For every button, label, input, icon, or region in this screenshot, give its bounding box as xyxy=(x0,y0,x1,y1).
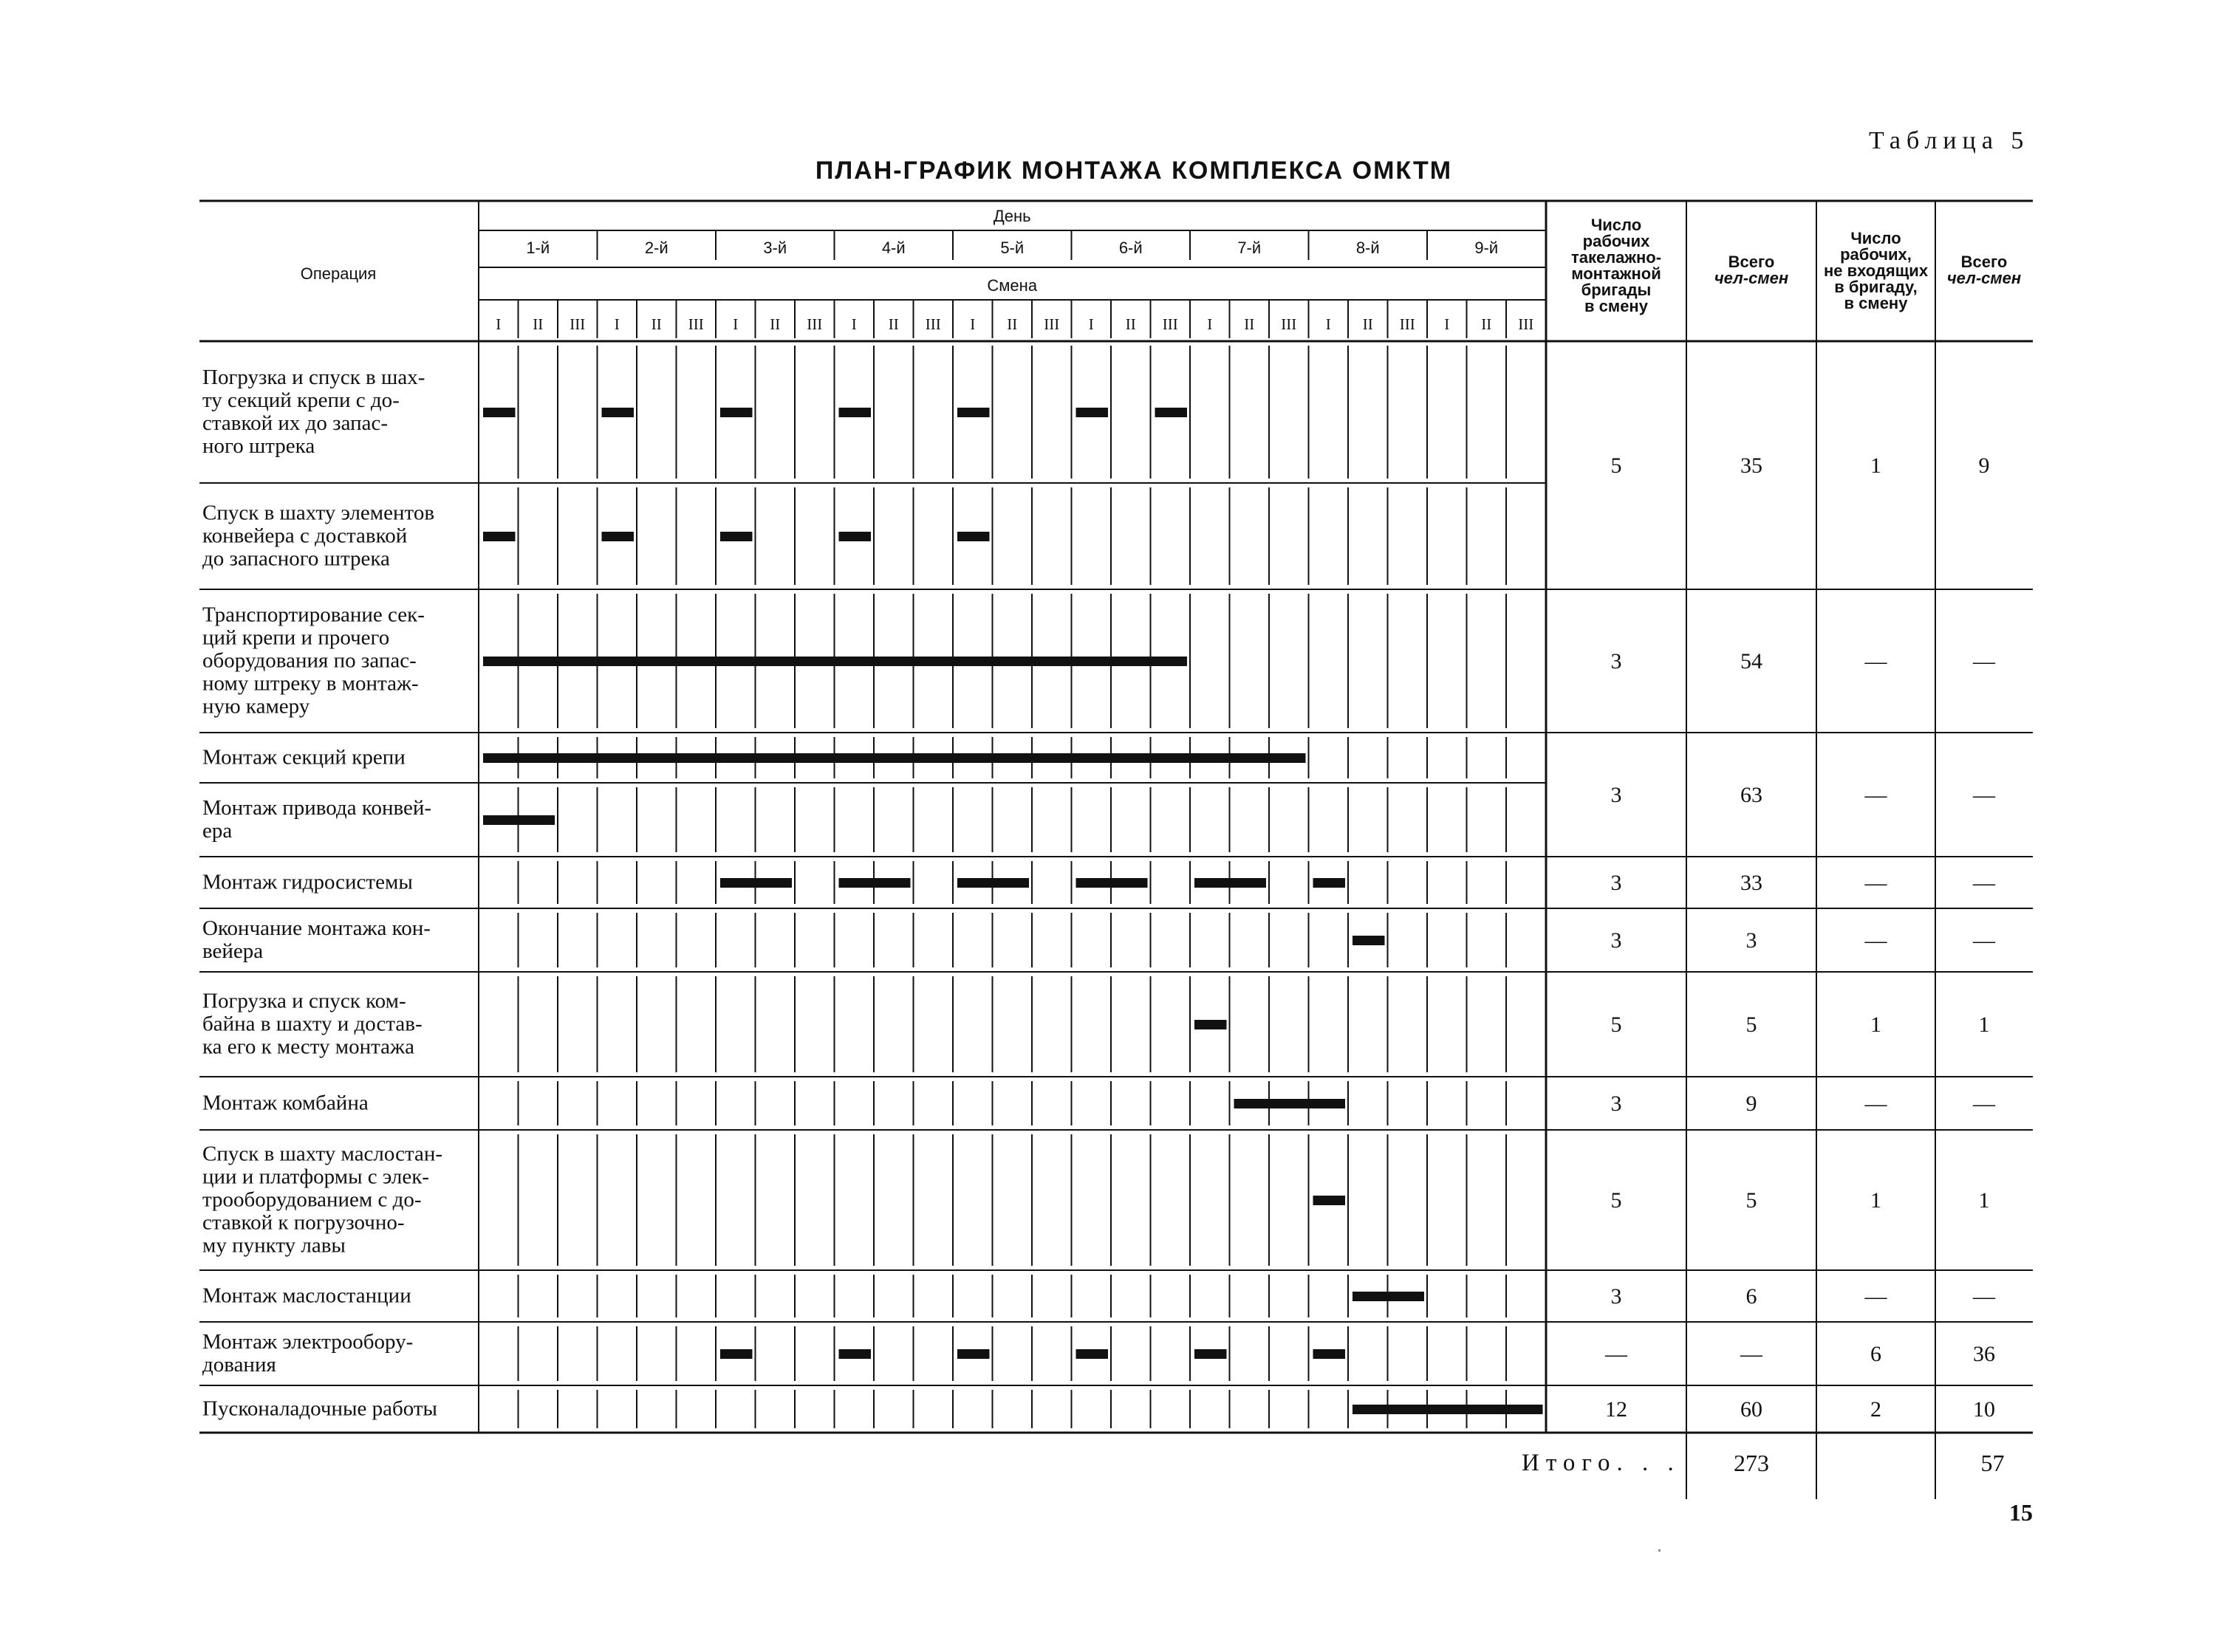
column-header-text: бригады xyxy=(1581,281,1652,299)
total-chel-smen: 273 xyxy=(1734,1450,1769,1476)
shift-label: III xyxy=(1162,315,1178,333)
schedule-bar xyxy=(1352,1292,1424,1301)
value-cell: 9 xyxy=(1745,1091,1757,1116)
value-cell: 5 xyxy=(1610,1188,1622,1213)
table-label: Таблица 5 xyxy=(1869,127,2030,154)
column-header-text: в бригаду, xyxy=(1834,278,1918,296)
schedule-bar xyxy=(1194,1020,1227,1029)
value-cell: — xyxy=(1864,783,1887,807)
value-cell: — xyxy=(1973,783,1995,807)
schedule-bar xyxy=(957,408,990,417)
day-label: 2-й xyxy=(644,239,668,257)
shift-label: II xyxy=(1481,315,1492,333)
operation-label: конвейера с доставкой xyxy=(202,524,408,548)
scan-speck xyxy=(1658,1549,1661,1552)
schedule-bar xyxy=(483,815,555,825)
schedule-bar xyxy=(957,1349,990,1359)
value-cell: 60 xyxy=(1740,1397,1762,1422)
shift-label: III xyxy=(807,315,823,333)
value-cell: 1 xyxy=(1870,1012,1881,1037)
operation-label: Монтаж гидросистемы xyxy=(202,870,413,894)
day-label: 6-й xyxy=(1118,239,1143,257)
schedule-bar xyxy=(720,532,753,541)
value-cell: 3 xyxy=(1610,871,1622,895)
value-cell: 9 xyxy=(1978,453,1990,478)
value-cell: 5 xyxy=(1745,1188,1757,1213)
column-header-text: не входящих xyxy=(1823,261,1929,280)
value-cell: 1 xyxy=(1870,1188,1881,1213)
shift-header: Смена xyxy=(987,276,1038,295)
value-cell: 5 xyxy=(1745,1012,1757,1037)
operation-label: Транспортирование сек- xyxy=(202,603,425,627)
shift-label: III xyxy=(1281,315,1297,333)
shift-label: II xyxy=(888,315,899,333)
operation-label: ставкой их до запас- xyxy=(202,411,388,435)
day-label: 7-й xyxy=(1237,239,1262,257)
operation-label: оборудования по запас- xyxy=(202,648,417,673)
operation-header: Операция xyxy=(300,264,377,283)
value-cell: — xyxy=(1973,1091,1995,1116)
column-header-text: в смену xyxy=(1844,294,1908,312)
value-cell: — xyxy=(1864,1091,1887,1116)
operation-label: Монтаж электрообору- xyxy=(202,1330,414,1354)
shift-label: III xyxy=(925,315,941,333)
value-cell: 5 xyxy=(1610,453,1622,478)
operation-label: Погрузка и спуск в шах- xyxy=(202,366,425,389)
shift-label: III xyxy=(570,315,586,333)
value-cell: — xyxy=(1864,928,1887,953)
schedule-bar xyxy=(483,657,1187,666)
column-header-text: рабочих xyxy=(1582,232,1650,250)
column-header-text: чел-смен xyxy=(1946,269,2022,287)
shift-label: III xyxy=(1518,315,1534,333)
operation-label: Спуск в шахту маслостан- xyxy=(202,1142,443,1166)
column-header-text: Число xyxy=(1850,229,1901,247)
column-header-text: Всего xyxy=(1960,253,2008,271)
operation-label: ставкой к погрузочно- xyxy=(202,1210,405,1235)
shift-label: II xyxy=(1007,315,1018,333)
operation-label: Монтаж комбайна xyxy=(202,1091,369,1115)
value-cell: 12 xyxy=(1605,1397,1627,1422)
day-label: 3-й xyxy=(763,239,787,257)
operation-label: Спуск в шахту элементов xyxy=(202,501,435,525)
day-label: 8-й xyxy=(1355,239,1380,257)
value-cell: 3 xyxy=(1745,928,1757,953)
operation-label: дования xyxy=(202,1353,276,1377)
value-cell: 36 xyxy=(1973,1342,1995,1366)
shift-label: I xyxy=(970,315,976,333)
shift-label: I xyxy=(614,315,620,333)
schedule-bar xyxy=(483,753,1306,763)
schedule-bar xyxy=(1155,408,1188,417)
shift-label: I xyxy=(1207,315,1213,333)
total-chel-smen-other: 57 xyxy=(1980,1450,2005,1476)
shift-label: I xyxy=(496,315,502,333)
value-cell: 33 xyxy=(1740,871,1762,895)
schedule-bar xyxy=(720,878,792,888)
day-label: 4-й xyxy=(881,239,906,257)
shift-label: II xyxy=(1244,315,1255,333)
day-header: День xyxy=(993,207,1031,225)
shift-label: III xyxy=(1044,315,1060,333)
day-label: 1-й xyxy=(526,239,550,257)
schedule-bar xyxy=(1076,878,1148,888)
value-cell: 3 xyxy=(1610,1091,1622,1116)
value-cell: 6 xyxy=(1870,1342,1881,1366)
shift-label: I xyxy=(851,315,857,333)
operation-label: до запасного штрека xyxy=(202,546,390,571)
column-header-text: монтажной xyxy=(1571,264,1661,283)
operation-label: байна в шахту и достав- xyxy=(202,1012,423,1036)
schedule-bar xyxy=(1313,1349,1346,1359)
value-cell: — xyxy=(1973,1284,1995,1309)
value-cell: 6 xyxy=(1745,1284,1757,1309)
shift-label: II xyxy=(1362,315,1373,333)
value-cell: — xyxy=(1864,1284,1887,1309)
operation-label: ции и платформы с элек- xyxy=(202,1165,429,1189)
shift-label: I xyxy=(1444,315,1450,333)
shift-label: I xyxy=(733,315,739,333)
page-number: 15 xyxy=(2009,1499,2033,1526)
value-cell: — xyxy=(1864,871,1887,895)
operation-label: Погрузка и спуск ком- xyxy=(202,989,406,1013)
schedule-bar xyxy=(1352,1405,1543,1414)
column-header-text: в смену xyxy=(1584,297,1648,315)
schedule-bar xyxy=(483,532,516,541)
shift-label: II xyxy=(533,315,544,333)
column-header-text: такелажно- xyxy=(1570,248,1662,267)
schedule-bar xyxy=(1194,878,1266,888)
operation-label: ту секций крепи с до- xyxy=(202,388,400,412)
value-cell: 3 xyxy=(1610,649,1622,674)
schedule-bar xyxy=(839,408,872,417)
value-cell: 3 xyxy=(1610,783,1622,807)
value-cell: 1 xyxy=(1978,1188,1990,1213)
shift-label: II xyxy=(1125,315,1136,333)
value-cell: 63 xyxy=(1740,783,1762,807)
column-header-text: рабочих, xyxy=(1840,245,1912,264)
shift-label: II xyxy=(770,315,781,333)
shift-label: III xyxy=(688,315,704,333)
operation-label: му пункту лавы xyxy=(202,1233,346,1258)
value-cell: — xyxy=(1973,871,1995,895)
shift-label: III xyxy=(1399,315,1415,333)
schedule-bar xyxy=(1352,936,1385,945)
schedule-bar xyxy=(1234,1099,1346,1108)
operation-label: ка его к месту монтажа xyxy=(202,1035,414,1059)
operation-label: вейера xyxy=(202,939,264,963)
value-cell: — xyxy=(1973,649,1995,674)
value-cell: — xyxy=(1864,649,1887,674)
value-cell: 3 xyxy=(1610,1284,1622,1309)
operation-label: ному штреку в монтаж- xyxy=(202,671,419,696)
operation-label: ера xyxy=(202,819,233,843)
document-title: ПЛАН-ГРАФИК МОНТАЖА КОМПЛЕКСА ОМКТМ xyxy=(815,157,1453,185)
value-cell: 54 xyxy=(1740,649,1762,674)
schedule-bar xyxy=(1313,1196,1346,1205)
schedule-bar xyxy=(1076,408,1109,417)
column-header-text: Всего xyxy=(1728,253,1775,271)
schedule-bar xyxy=(1076,1349,1109,1359)
schedule-bar xyxy=(957,878,1029,888)
schedule-bar xyxy=(839,1349,872,1359)
operation-label: Окончание монтажа кон- xyxy=(202,916,431,940)
operation-label: ную камеру xyxy=(202,694,310,719)
schedule-bar xyxy=(720,1349,753,1359)
schedule-bar xyxy=(957,532,990,541)
value-cell: 5 xyxy=(1610,1012,1622,1037)
schedule-bar xyxy=(483,408,516,417)
value-cell: — xyxy=(1973,928,1995,953)
schedule-bar xyxy=(1194,1349,1227,1359)
shift-label: II xyxy=(651,315,662,333)
operation-label: Пусконаладочные работы xyxy=(202,1396,438,1421)
operation-label: Монтаж секций крепи xyxy=(202,745,406,770)
column-header-text: чел-смен xyxy=(1714,269,1789,287)
column-header-text: Число xyxy=(1590,216,1642,234)
value-cell: 1 xyxy=(1978,1012,1990,1037)
value-cell: 10 xyxy=(1973,1397,1995,1422)
day-label: 5-й xyxy=(1000,239,1025,257)
value-cell: 2 xyxy=(1870,1397,1881,1422)
operation-label: ного штрека xyxy=(202,434,315,458)
total-label: Итого. . . xyxy=(1522,1450,1680,1476)
schedule-bar xyxy=(839,878,911,888)
value-cell: — xyxy=(1605,1342,1627,1366)
value-cell: — xyxy=(1740,1342,1762,1366)
value-cell: 1 xyxy=(1870,453,1881,478)
operation-label: ций крепи и прочего xyxy=(202,626,390,650)
schedule-bar xyxy=(839,532,872,541)
operation-label: Монтаж маслостанции xyxy=(202,1283,411,1308)
value-cell: 3 xyxy=(1610,928,1622,953)
schedule-bar xyxy=(602,532,635,541)
shift-label: I xyxy=(1088,315,1094,333)
day-label: 9-й xyxy=(1474,239,1499,257)
operation-label: трооборудованием с до- xyxy=(202,1187,422,1212)
value-cell: 35 xyxy=(1740,453,1762,478)
schedule-bar xyxy=(720,408,753,417)
schedule-bar xyxy=(602,408,635,417)
shift-label: I xyxy=(1325,315,1331,333)
operation-label: Монтаж привода конвей- xyxy=(202,796,432,820)
schedule-bar xyxy=(1313,878,1346,888)
